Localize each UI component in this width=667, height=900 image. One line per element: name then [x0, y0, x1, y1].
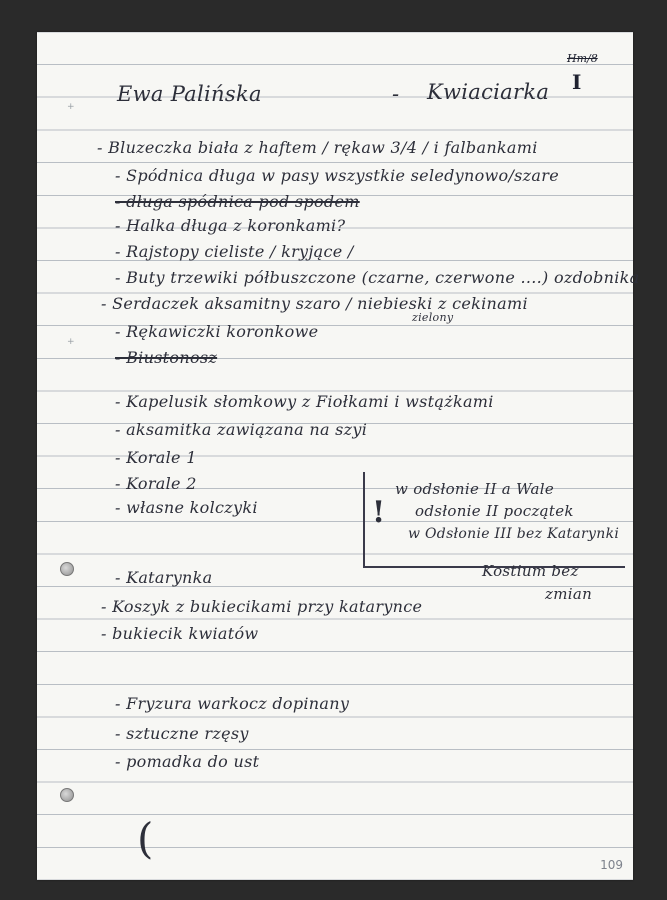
margin-mark: +: [67, 102, 75, 112]
costume-note: zmian: [545, 585, 593, 603]
punch-hole: [60, 788, 74, 802]
scene-note-line: w Odsłonie III bez Katarynki: [408, 526, 620, 542]
list-item: - Korale 1: [115, 448, 197, 467]
list-item: - Rajstopy cieliste / kryjące /: [115, 242, 354, 261]
list-item: - Fryzura warkocz dopinany: [115, 694, 350, 713]
punch-hole: [60, 562, 74, 576]
list-item: - Rękawiczki koronkowe: [115, 322, 319, 341]
role-name: Kwiaciarka: [427, 80, 550, 104]
list-item: - Halka długa z koronkami?: [115, 216, 346, 235]
list-item: - Spódnica długa w pasy wszystkie seledynowo/szare: [115, 166, 559, 185]
costume-note: Kostium bez: [482, 562, 579, 580]
list-item: - Kapelusik słomkowy z Fiołkami i wstążkami: [115, 392, 494, 411]
list-item: - pomadka do ust: [115, 752, 260, 771]
list-item: - własne kolczyki: [115, 498, 258, 517]
header-dash: -: [392, 82, 400, 106]
list-item: - Serdaczek aksamitny szaro / niebieski z cekinami: [101, 294, 528, 313]
margin-mark: +: [67, 337, 75, 347]
exclamation-mark: !: [372, 495, 386, 530]
list-item: - Buty trzewiki półbuszczone (czarne, czerwone ....) ozdobnika: [115, 268, 640, 287]
list-item: - Katarynka: [115, 568, 213, 587]
list-item: - sztuczne rzęsy: [115, 724, 249, 743]
list-item-struck: - długa spódnica pod spodem: [115, 192, 360, 211]
scene-note-line: odsłonie II początek: [415, 502, 574, 520]
list-item: - Korale 2: [115, 474, 197, 493]
performer-name: Ewa Palińska: [117, 82, 262, 106]
list-item: - Bluzeczka biała z haftem / rękaw 3/4 / i falbankami: [97, 138, 538, 157]
act-numeral: I: [572, 70, 582, 94]
open-parenthesis: (: [137, 814, 154, 863]
list-item: - bukiecik kwiatów: [101, 624, 259, 643]
notebook-page: [37, 32, 640, 880]
list-item-annotation: zielony: [412, 311, 454, 324]
list-item-struck: - Biustonosz: [115, 348, 218, 367]
top-scribble: Hm/8: [567, 52, 598, 65]
page-number: 109: [600, 858, 623, 872]
scene-note-line: w odsłonie II a Wale: [395, 480, 554, 498]
list-item: - aksamitka zawiązana na szyi: [115, 420, 368, 439]
list-item: - Koszyk z bukiecikami przy katarynce: [101, 597, 423, 616]
